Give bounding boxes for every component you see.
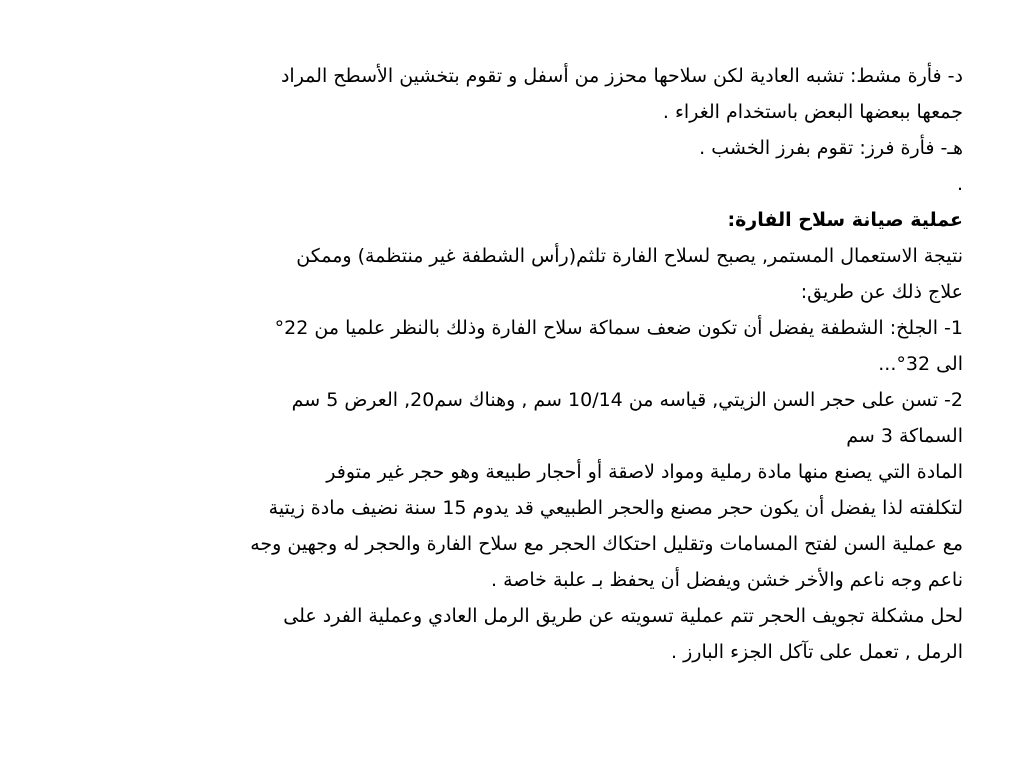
text-line: 2- تسن على حجر السن الزيتي, قياسه من 10/14 سم , وهناك سم20, العرض 5 سم <box>291 389 963 411</box>
text-line: مع عملية السن لفتح المسامات وتقليل احتكاك الحجر مع سلاح الفارة والحجر له وجهين وجه <box>250 533 963 555</box>
text-line: 1- الجلخ: الشطفة يفضل أن تكون ضعف سماكة سلاح الفارة وذلك بالنظر علميا من 22° <box>274 317 963 339</box>
text-line: . <box>956 173 963 195</box>
text-line: ناعم وجه ناعم والأخر خشن ويفضل أن يحفظ بـ علبة خاصة . <box>490 569 963 591</box>
text-line: جمعها ببعضها البعض باستخدام الغراء . <box>662 101 963 123</box>
text-line: هـ- فأرة فرز: تقوم بفرز الخشب . <box>699 137 963 159</box>
text-line: علاج ذلك عن طريق: <box>800 281 963 303</box>
text-line: الرمل , تعمل على تآكل الجزء البارز . <box>671 641 963 663</box>
text-line: المادة التي يصنع منها مادة رملية ومواد لاصقة أو أحجار طبيعة وهو حجر غير متوفر <box>326 461 963 483</box>
text-line: نتيجة الاستعمال المستمر, يصبح لسلاح الفارة تلثم(رأس الشطفة غير منتظمة) وممكن <box>296 245 963 267</box>
slide-text-body <box>40 58 963 670</box>
text-line: الى 32°... <box>878 353 963 375</box>
text-line: لتكلفته لذا يفضل أن يكون حجر مصنع والحجر الطبيعي قد يدوم 15 سنة نضيف مادة زيتية <box>268 497 963 519</box>
text-line: السماكة 3 سم <box>846 425 963 447</box>
section-heading: عملية صيانة سلاح الفارة: <box>727 209 963 231</box>
text-line: لحل مشكلة تجويف الحجر تتم عملية تسويته عن طريق الرمل العادي وعملية الفرد على <box>283 605 963 627</box>
text-line: د- فأرة مشط: تشبه العادية لكن سلاحها محزز من أسفل و تقوم بتخشين الأسطح المراد <box>280 65 963 87</box>
